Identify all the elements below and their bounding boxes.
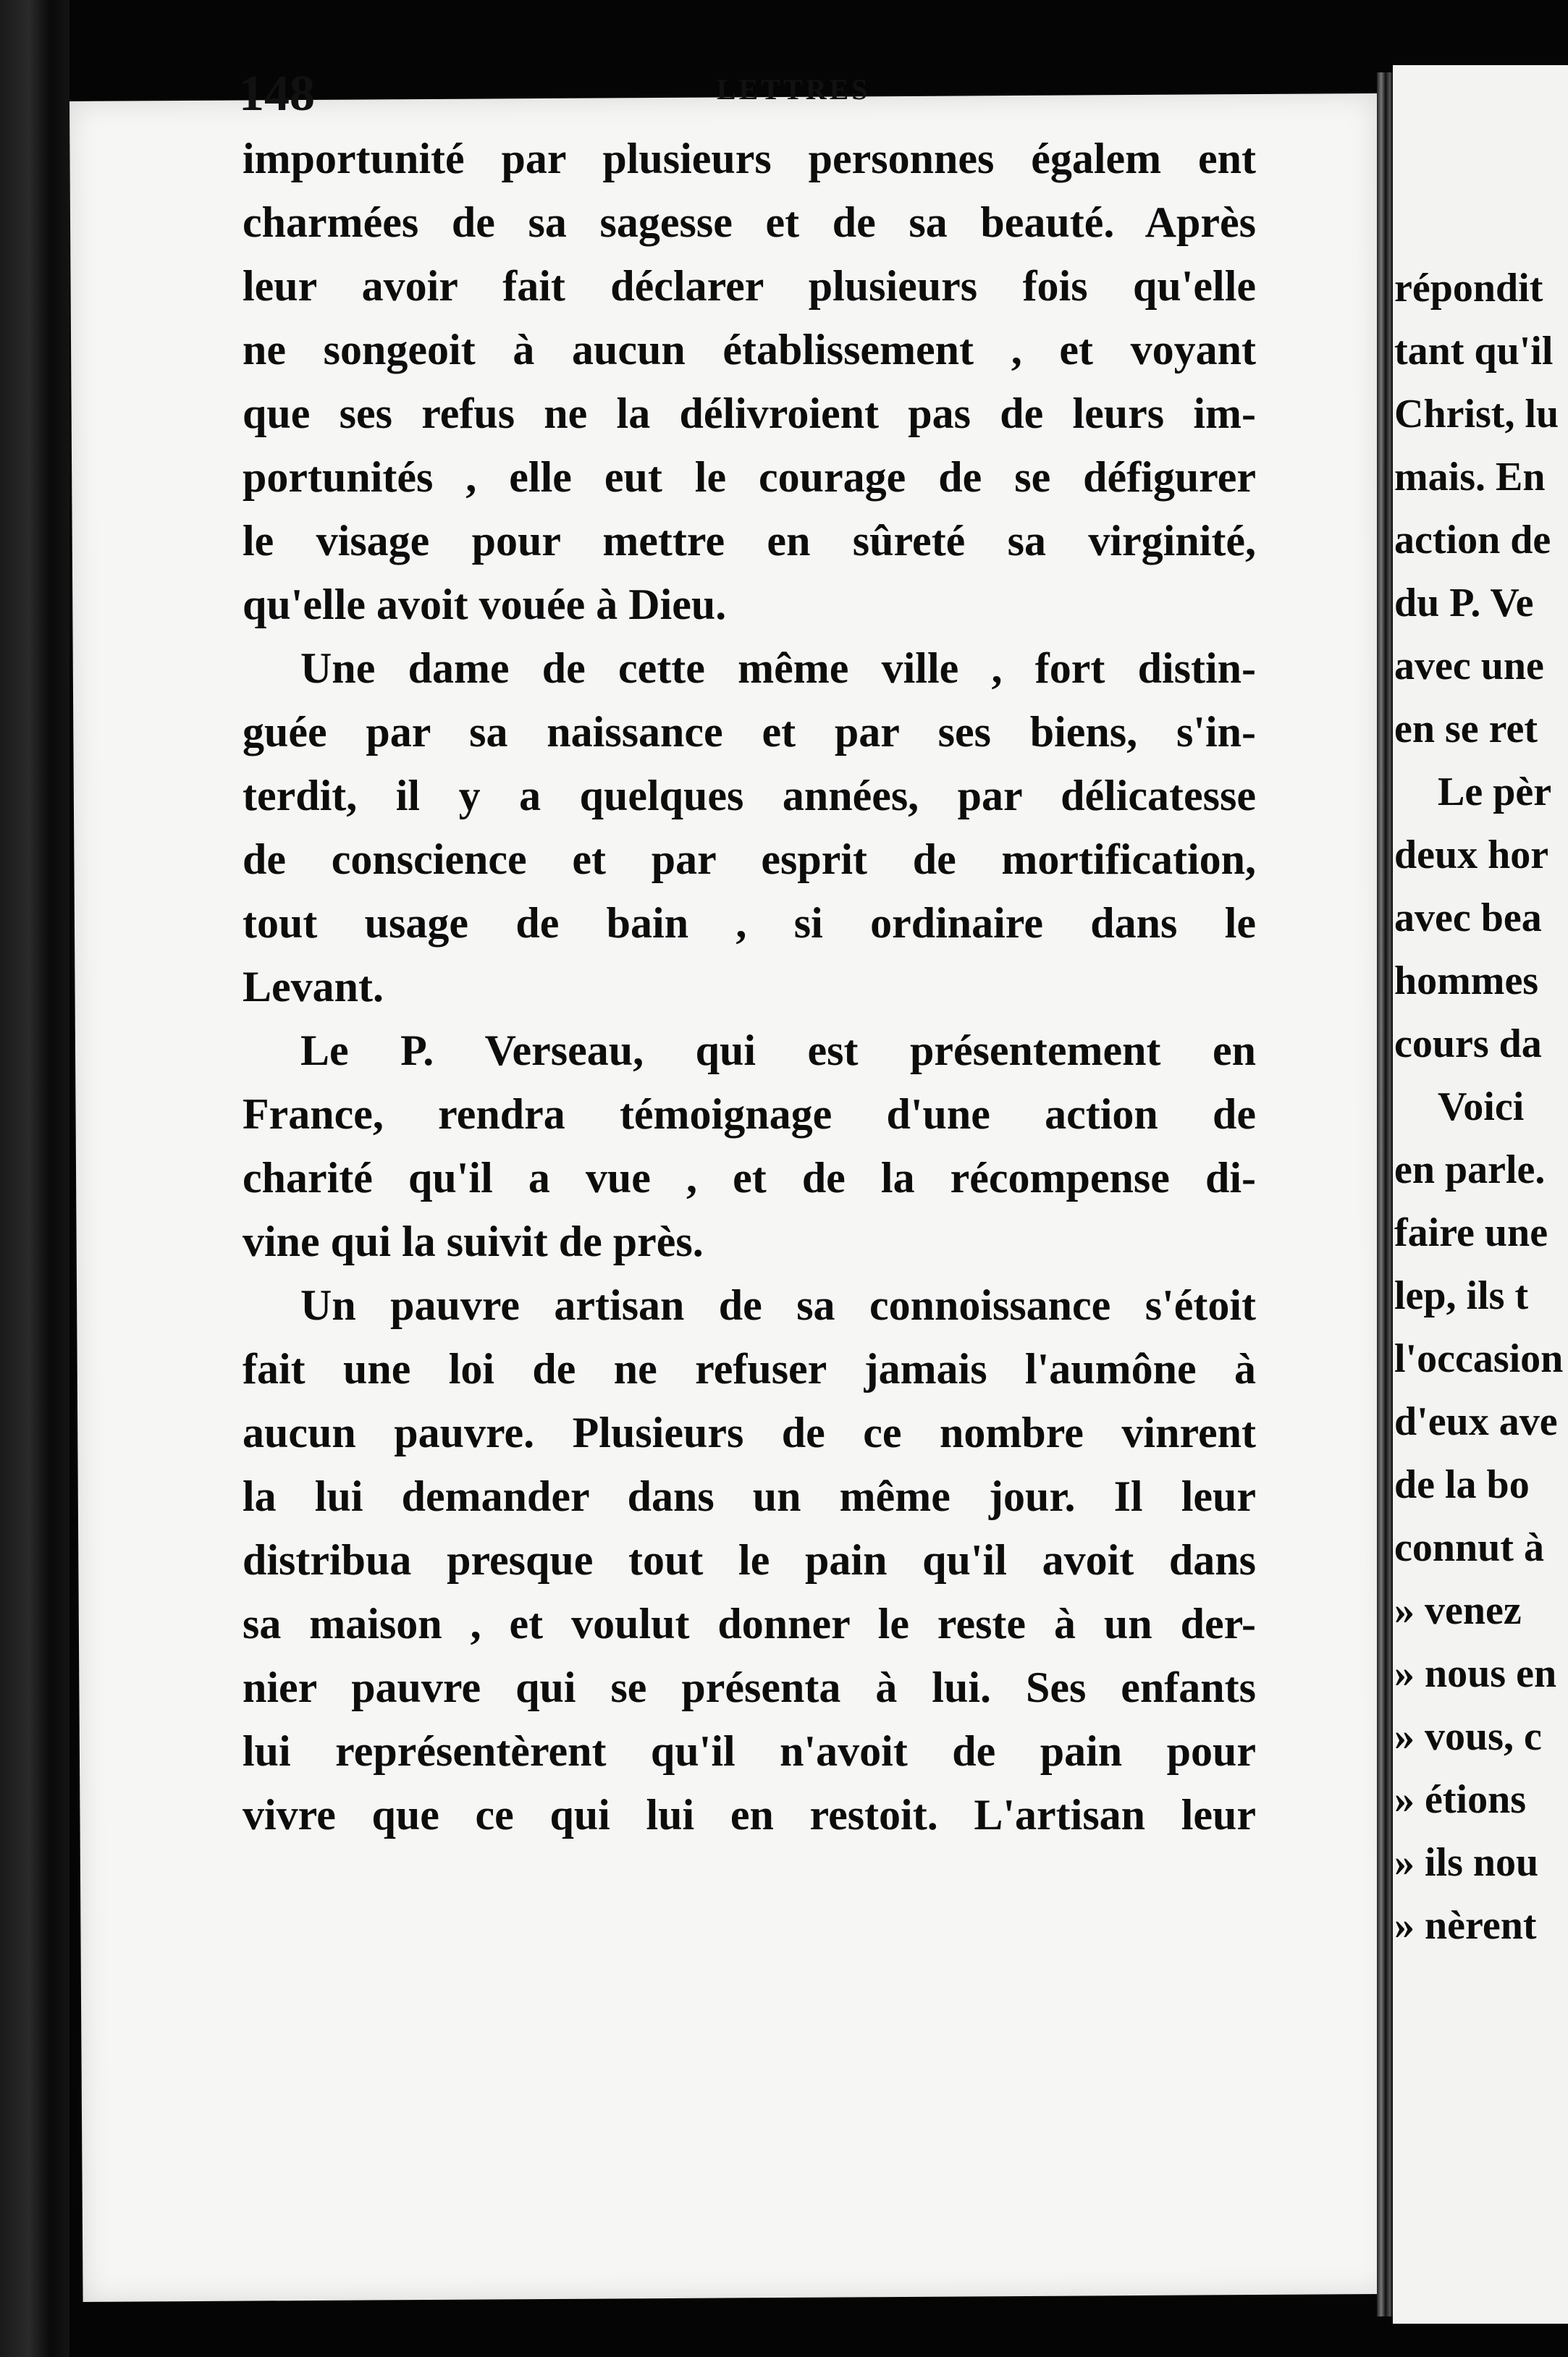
text-line: nier pauvre qui se présenta à lui. Ses enfants [243,1664,1256,1711]
right-page-line: » vous, c [1394,1714,1542,1759]
text-line: lui représentèrent qu'il n'avoit de pain pour [243,1727,1256,1775]
text-line: Un pauvre artisan de sa connoissance s'étoit [300,1281,1256,1329]
right-page-line: deux hor [1394,832,1549,877]
right-page-line: mais. En [1394,455,1546,499]
text-line: la lui demander dans un même jour. Il leur [243,1472,1256,1520]
text-line: ne songeoit à aucun établissement , et voyant [243,326,1256,374]
right-page-line: l'occasion [1394,1336,1564,1381]
text-line: de conscience et par esprit de mortification, [243,835,1256,883]
right-page-line: Le pèr [1438,769,1552,814]
text-line: tout usage de bain , si ordinaire dans le [243,899,1256,947]
text-line: leur avoir fait déclarer plusieurs fois qu'elle [243,262,1256,310]
right-page-line: Voici [1438,1084,1525,1129]
text-line: Une dame de cette même ville , fort distin- [300,644,1256,692]
text-line: terdit, il y a quelques années, par délicatesse [243,772,1256,819]
right-page-line: » venez [1394,1588,1522,1633]
right-page-line: » ils nou [1394,1840,1539,1885]
text-line: distribua presque tout le pain qu'il avoit dans [243,1536,1256,1584]
right-page-line: lep, ils t [1394,1273,1529,1318]
right-page-line: connut à [1394,1525,1544,1570]
text-line: aucun pauvre. Plusieurs de ce nombre vinrent [243,1409,1256,1456]
running-head [239,65,1252,130]
right-page-line: en se ret [1394,707,1538,751]
text-line: qu'elle avoit vouée à Dieu. [243,581,727,628]
right-page-line: avec bea [1394,895,1542,940]
running-title: LETTRES [717,73,871,106]
right-page-line: action de [1394,518,1551,562]
right-page-line: » nèrent [1394,1903,1537,1948]
text-line: que ses refus ne la délivroient pas de leurs im- [243,389,1256,437]
text-line: Levant. [243,963,384,1011]
text-line: charité qu'il a vue , et de la récompense di- [243,1154,1256,1202]
left-page-text [243,127,1256,1847]
right-page-line: hommes [1394,958,1539,1003]
text-line: portunités , elle eut le courage de se défigurer [243,453,1256,501]
right-page-line: cours da [1394,1021,1542,1066]
right-page-line: du P. Ve [1394,581,1534,625]
right-page-line: répondit [1394,266,1543,311]
text-line: France, rendra témoignage d'une action de [243,1090,1256,1138]
book-binding [0,0,69,2357]
right-page-text [1394,257,1568,1957]
text-line: importunité par plusieurs personnes égalem ent [243,135,1256,182]
text-line: vivre que ce qui lui en restoit. L'artisan leur [243,1791,1256,1839]
right-page-line: d'eux ave [1394,1399,1558,1444]
right-page-line: tant qu'il [1394,329,1554,374]
text-line: sa maison , et voulut donner le reste à un der- [243,1600,1256,1648]
right-page-line: en parle. [1394,1147,1546,1192]
right-page-line: de la bo [1394,1462,1530,1507]
page-gutter-edge [1377,72,1393,2316]
right-page-line: » étions [1394,1777,1526,1822]
text-line: guée par sa naissance et par ses biens, s'in- [243,708,1256,756]
right-page-line: avec une [1394,644,1544,688]
right-page-line: faire une [1394,1210,1548,1255]
text-line: fait une loi de ne refuser jamais l'aumône à [243,1345,1256,1393]
right-page-line: » nous en [1394,1651,1557,1696]
right-page-line: Christ, lu [1394,392,1559,437]
text-line: Le P. Verseau, qui est présentement en [300,1026,1256,1074]
text-line: vine qui la suivit de près. [243,1218,704,1265]
text-line: charmées de sa sagesse et de sa beauté. Après [243,198,1256,246]
page-number: 148 [239,66,315,122]
text-line: le visage pour mettre en sûreté sa virginité, [243,517,1256,565]
